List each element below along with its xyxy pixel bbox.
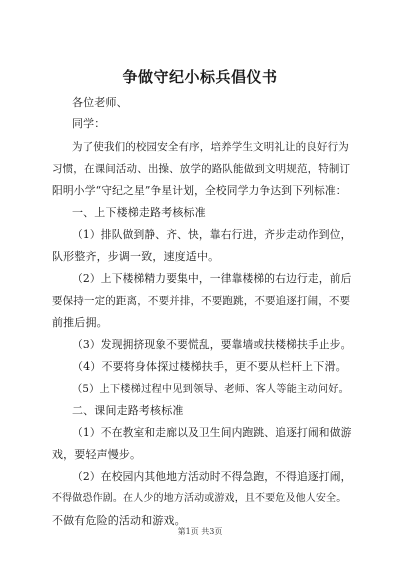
section-heading: 一、上下楼梯走路考核标准 bbox=[72, 206, 206, 219]
paragraph-line: 为了使我们的校园安全有序，培养学生文明礼让的良好行为 bbox=[72, 141, 349, 153]
paragraph-line: （3）发现拥挤现象不要慌乱，要靠墙或扶楼梯扶手止步。 bbox=[72, 338, 352, 351]
document-title: 争做守纪小标兵倡仪书 bbox=[122, 68, 278, 86]
paragraph-line: （4）不要将身体探过楼梯扶手，更不要从栏杆上下滑。 bbox=[72, 360, 347, 373]
paragraph-line: （2）在校园内其他地方活动时不得急跑，不得追逐打闹， bbox=[72, 470, 352, 483]
paragraph-line: 不得做恐作剧。在人少的地方活动或游戏，且不要危及他人安全。 bbox=[52, 493, 347, 504]
paragraph-line: （2）上下楼梯精力要集中，一律靠楼梯的右边行走，前后 bbox=[72, 272, 352, 285]
section-heading: 二、课间走路考核标准 bbox=[72, 404, 184, 417]
paragraph-line: 戏，要轻声慢步。 bbox=[52, 448, 142, 461]
paragraph-line: 队形整齐，步调一致，速度适中。 bbox=[52, 250, 220, 263]
salutation-line-2: 同学： bbox=[72, 117, 106, 130]
paragraph-line: （1）不在教室和走廊以及卫生间内跑跳、追逐打闹和做游 bbox=[72, 426, 352, 439]
page-footer: 第1页 共3页 bbox=[177, 527, 223, 536]
salutation-line-1: 各位老师、 bbox=[72, 96, 128, 109]
paragraph-line: 不做有危险的活动和游戏。 bbox=[52, 514, 186, 527]
paragraph-line: （5）上下楼梯过程中见到领导、老师、客人等能主动问好。 bbox=[72, 383, 350, 395]
paragraph-line: （1）排队做到静、齐、快，靠右行进，齐步走动作到位， bbox=[72, 228, 352, 241]
paragraph-line: 习惯，在课间活动、出操、放学的路队能做到文明规范，特制订 bbox=[52, 163, 351, 175]
paragraph-line: 前推后拥。 bbox=[52, 316, 108, 329]
paragraph-line: 要保持一定的距离，不要并排，不要跑跳，不要追逐打闹，不要 bbox=[52, 295, 351, 307]
paragraph-line: 阳明小学“守纪之星”争星计划，全校同学力争达到下列标准： bbox=[52, 184, 347, 197]
